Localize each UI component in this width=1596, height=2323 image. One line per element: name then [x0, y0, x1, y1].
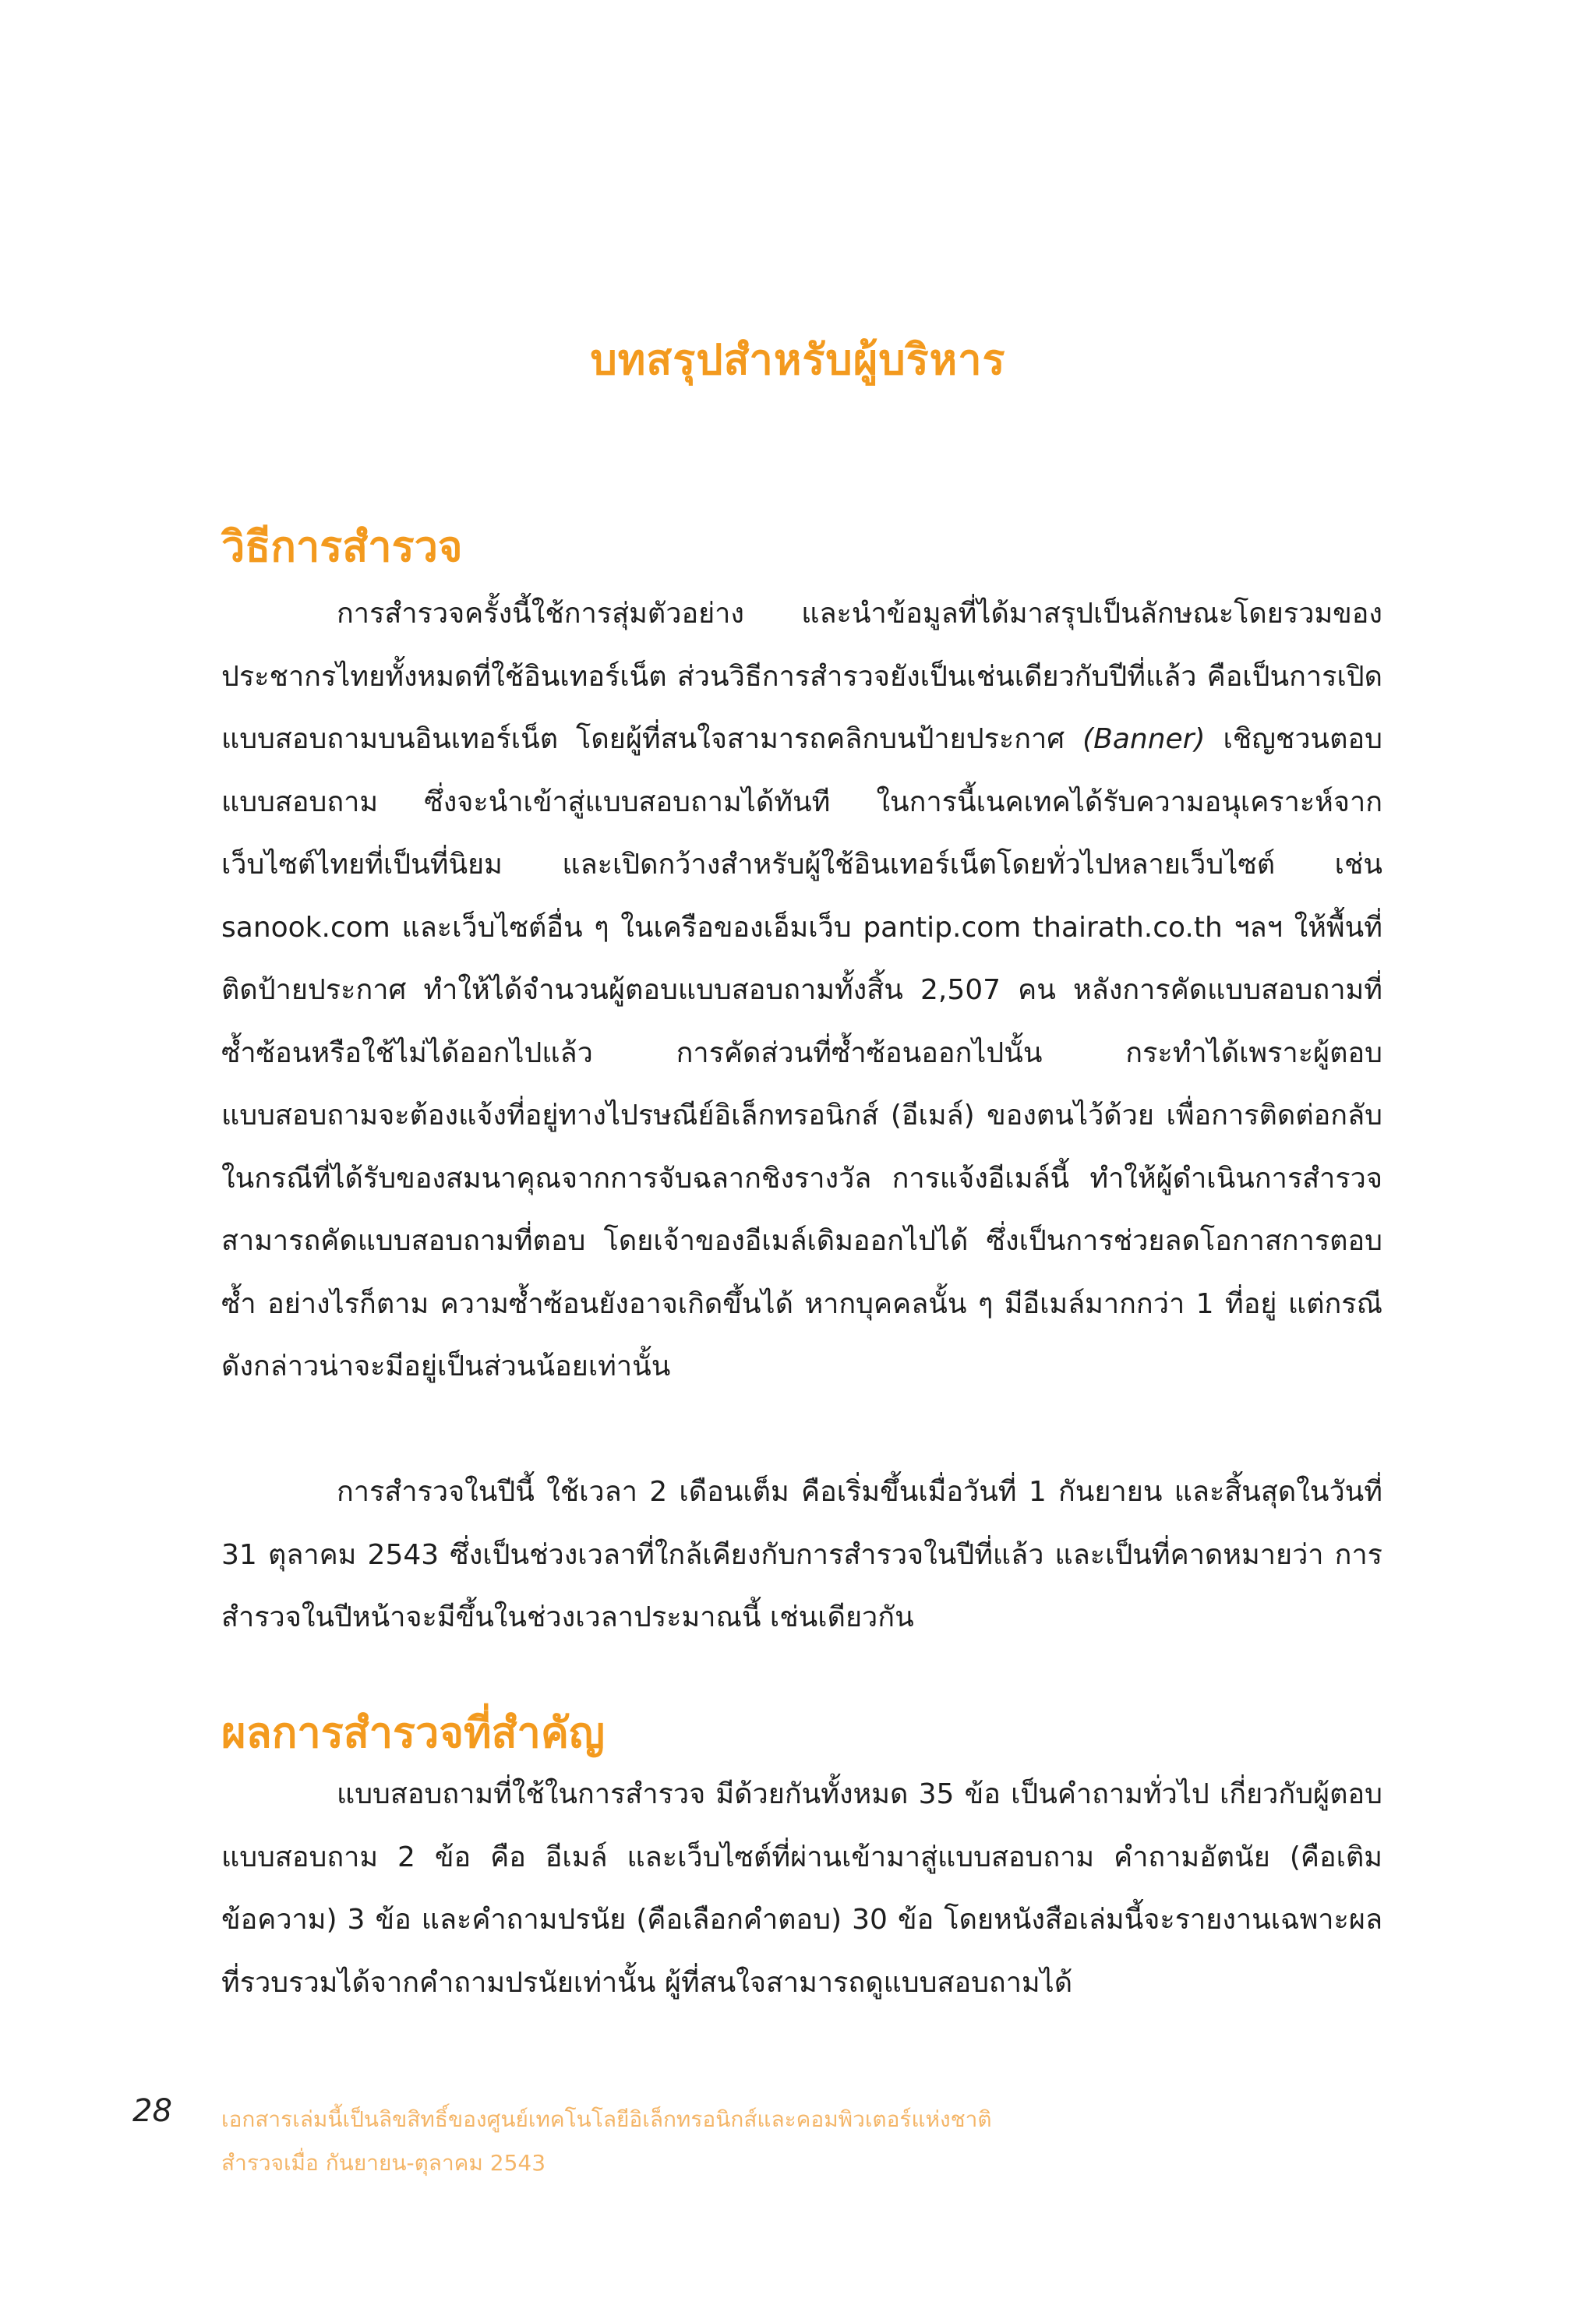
paragraph-text-after: เชิญชวนตอบแบบสอบถาม ซึ่งจะนำเข้าสู่แบบสอบถามได้ทันที ในการนี้เนคเทคได้รับความอนุเคราะห์จากเว็บไซต์ไทยที่เป็นที่นิยม และเปิดกว้างสำหรับผู้ใช้อินเทอร์เน็ตโดยทั่วไปหลายเว็บไซต์ เช่น sanook.com และเว็บไซต์อื่น ๆ ในเครือของเอ็มเว็บ pantip.com thairath.co.th ฯลฯ ให้พื้นที่ติดป้ายประกาศ ทำให้ได้จำนวนผู้ตอบแบบสอบถามทั้งสิ้น 2,507 คน หลังการคัดแบบสอบถามที่ซ้ำซ้อนหรือใช้ไม่ได้ออกไปแล้ว การคัดส่วนที่ซ้ำซ้อนออกไปนั้น กระทำได้เพราะผู้ตอบแบบสอบถามจะต้องแจ้งที่อยู่ทางไปรษณีย์อิเล็กทรอนิกส์ (อีเมล์) ของตนไว้ด้วย เพื่อการติดต่อกลับ ในกรณีที่ได้รับของสมนาคุณจากการจับฉลากชิงรางวัล การแจ้งอีเมล์นี้ ทำให้ผู้ดำเนินการสำรวจสามารถคัดแบบสอบถามที่ตอบ โดยเจ้าของอีเมล์เดิมออกไปได้ ซึ่งเป็นการช่วยลดโอกาสการตอบซ้ำ อย่างไรก็ตาม ความซ้ำซ้อนยังอาจเกิดขึ้นได้ หากบุคคลนั้น ๆ มีอีเมล์มากกว่า 1 ที่อยู่ แต่กรณีดังกล่าวน่าจะมีอยู่เป็นส่วนน้อยเท่านั้น — [221, 723, 1382, 1382]
survey-method-paragraph-1 — [221, 583, 1382, 1399]
page-number: 28 — [132, 2093, 172, 2129]
paragraph-text: แบบสอบถามที่ใช้ในการสำรวจ มีด้วยกันทั้งหมด 35 ข้อ เป็นคำถามทั่วไป เกี่ยวกับผู้ตอบแบบสอบถาม 2 ข้อ คือ อีเมล์ และเว็บไซต์ที่ผ่านเข้ามาสู่แบบสอบถาม คำถามอัตนัย (คือเติมข้อความ) 3 ข้อ และคำถามปรนัย (คือเลือกคำตอบ) 30 ข้อ โดยหนังสือเล่มนี้จะรายงานเฉพาะผลที่รวบรวมได้จากคำถามปรนัยเท่านั้น ผู้ที่สนใจสามารถดูแบบสอบถามได้ — [221, 1778, 1382, 1999]
survey-method-paragraph-2 — [221, 1461, 1382, 1650]
paragraph-text: การสำรวจในปีนี้ ใช้เวลา 2 เดือนเต็ม คือเริ่มขึ้นเมื่อวันที่ 1 กันยายน และสิ้นสุดในวันที่ 31 ตุลาคม 2543 ซึ่งเป็นช่วงเวลาที่ใกล้เคียงกับการสำรวจในปีที่แล้ว และเป็นที่คาดหมายว่า การสำรวจในปีหน้าจะมีขึ้นในช่วงเวลาประมาณนี้ เช่นเดียวกัน — [221, 1476, 1382, 1633]
section-heading-survey-method: วิธีการสำรวจ — [221, 522, 463, 571]
key-results-paragraph-1 — [221, 1763, 1382, 2014]
paragraph-text — [221, 583, 1382, 1399]
footer-copyright — [221, 2098, 992, 2185]
footer-line-copyright: เอกสารเล่มนี้เป็นลิขสิทธิ์ของศูนย์เทคโนโลยีอิเล็กทรอนิกส์และคอมพิวเตอร์แห่งชาติ — [221, 2106, 992, 2132]
page-title: บทสรุปสำหรับผู้บริหาร — [590, 335, 1006, 384]
paragraph-text-before: การสำรวจครั้งนี้ใช้การสุ่มตัวอย่าง และนำข้อมูลที่ได้มาสรุปเป็นลักษณะโดยรวมของประชากรไทยทั้งหมดที่ใช้อินเทอร์เน็ต ส่วนวิธีการสำรวจยังเป็นเช่นเดียวกับปีที่แล้ว คือเป็นการเปิดแบบสอบถามบนอินเทอร์เน็ต โดยผู้ที่สนใจสามารถคลิกบนป้ายประกาศ — [221, 598, 1382, 755]
footer-line-survey-date: สำรวจเมื่อ กันยายน-ตุลาคม 2543 — [221, 2150, 546, 2176]
banner-term: (Banner) — [1082, 723, 1206, 755]
section-heading-key-results: ผลการสำรวจที่สำคัญ — [221, 1708, 606, 1757]
